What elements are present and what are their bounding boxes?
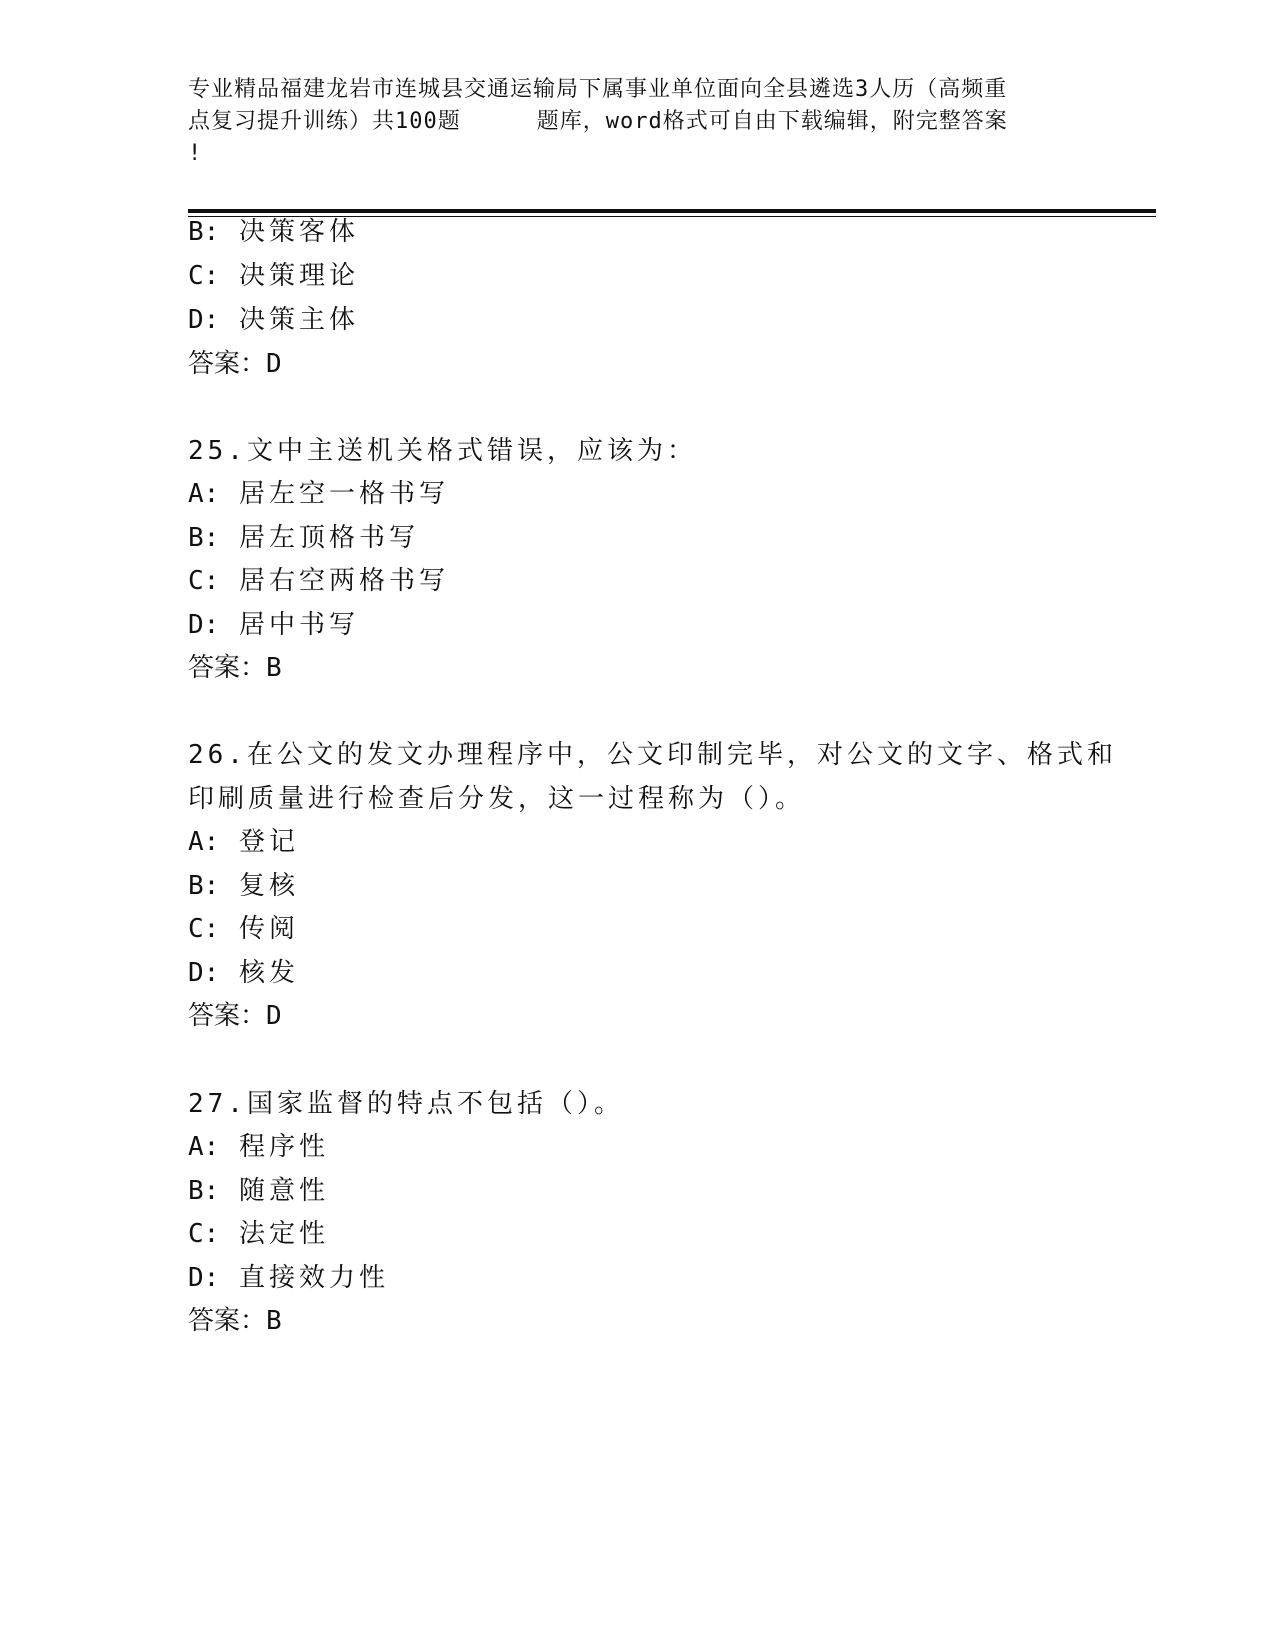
option-letter: D: [188, 305, 220, 335]
header-line-1: 专业精品福建龙岩市连城县交通运输局下属事业单位面向全县遴选3人历（高频重 [188, 77, 1008, 102]
option-letter: A: [188, 1132, 220, 1162]
option-letter: C: [188, 261, 220, 291]
option-text: 决策主体 [238, 305, 359, 335]
option-text: 决策理论 [238, 261, 359, 291]
option-letter: A: [188, 479, 220, 509]
option-line [188, 608, 359, 642]
option-line [188, 1174, 329, 1208]
option-letter: B: [188, 871, 220, 901]
option-letter: D: [188, 958, 220, 988]
option-line [188, 1130, 329, 1164]
option-text: 居左空一格书写 [238, 479, 449, 509]
option-letter: C: [188, 1219, 220, 1249]
option-text: 法定性 [238, 1219, 329, 1249]
question-stem: 25.文中主送机关格式错误，应该为： [188, 436, 697, 466]
option-text: 居左顶格书写 [238, 523, 419, 553]
option-text: 传阅 [238, 914, 299, 944]
option-line [188, 1261, 389, 1295]
option-letter: C: [188, 566, 220, 596]
option-line [188, 1217, 329, 1251]
header-divider-thick [188, 209, 1156, 213]
option-letter: D: [188, 610, 220, 640]
question-stem: 26.在公文的发文办理程序中，公文印制完毕，对公文的文字、格式和 [188, 740, 1117, 770]
option-line [188, 521, 419, 555]
option-letter: B: [188, 217, 220, 247]
option-text: 居中书写 [238, 610, 359, 640]
header-line-2-part-b: 题库，word格式可自由下载编辑，附完整答案 [536, 109, 1008, 134]
question-stem: 印刷质量进行检查后分发，这一过程称为（）。 [188, 784, 806, 814]
option-line [188, 303, 359, 337]
document-header [188, 74, 1088, 170]
option-line [188, 564, 449, 598]
header-line-3: ! [188, 141, 203, 166]
option-letter: C: [188, 914, 220, 944]
option-text: 登记 [238, 827, 299, 857]
option-text: 居右空两格书写 [238, 566, 449, 596]
option-text: 决策客体 [238, 217, 359, 247]
option-letter: D: [188, 1263, 220, 1293]
option-text: 核发 [238, 958, 299, 988]
option-letter: B: [188, 523, 220, 553]
question-stem: 27.国家监督的特点不包括（）。 [188, 1089, 624, 1119]
option-line [188, 869, 299, 903]
option-line [188, 215, 359, 249]
option-letter: B: [188, 1176, 220, 1206]
answer-line: 答案：D [188, 1001, 282, 1031]
answer-line: 答案：B [188, 653, 282, 683]
header-line-2-part-a: 点复习提升训练）共100题 [188, 109, 461, 134]
option-line [188, 912, 299, 946]
option-text: 随意性 [238, 1176, 329, 1206]
option-line [188, 477, 449, 511]
option-line [188, 956, 299, 990]
answer-line: 答案：B [188, 1306, 282, 1336]
option-text: 直接效力性 [238, 1263, 389, 1293]
option-text: 复核 [238, 871, 299, 901]
option-line [188, 825, 299, 859]
option-text: 程序性 [238, 1132, 329, 1162]
header-line-2 [188, 106, 1088, 138]
option-line [188, 259, 359, 293]
answer-line: 答案：D [188, 349, 282, 379]
option-letter: A: [188, 827, 220, 857]
